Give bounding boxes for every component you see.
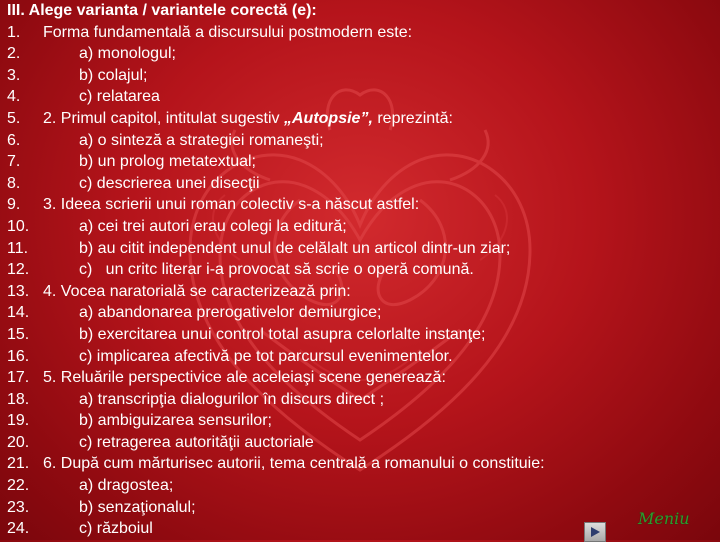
list-item — [7, 346, 707, 368]
list-item — [7, 324, 707, 346]
line-number: 10. — [7, 217, 30, 235]
list-item — [7, 475, 707, 497]
answer-option: b) au citit independent unul de celălalt un articol dintr-un ziar; — [79, 239, 511, 257]
section-heading: III. Alege varianta / variantele corectă (e): — [7, 2, 317, 19]
question-text-start: 2. Primul capitol, intitulat sugestiv — [43, 109, 284, 127]
line-number: 23. — [7, 498, 30, 516]
list-item — [7, 432, 707, 454]
answer-option: b) exercitarea unui control total asupra celorlalte instanţe; — [79, 325, 486, 343]
line-number: 19. — [7, 412, 30, 430]
line-number: 4. — [7, 88, 21, 106]
line-number: 2. — [7, 45, 21, 63]
line-number: 17. — [7, 369, 30, 387]
line-number: 18. — [7, 390, 30, 408]
list-item — [7, 130, 707, 152]
line-number: 15. — [7, 325, 30, 343]
line-number: 8. — [7, 174, 21, 192]
list-item — [7, 281, 707, 303]
menu-link[interactable]: Meniu — [638, 509, 690, 528]
question-text: 5. Reluările perspectivice ale aceleiaşi scene generează: — [43, 369, 446, 387]
answer-option: b) ambiguizarea sensurilor; — [79, 412, 272, 430]
list-item — [7, 216, 707, 238]
list-item — [7, 410, 707, 432]
list-item — [7, 302, 707, 324]
question-text: Forma fundamentală a discursului postmodern este: — [43, 23, 413, 41]
quiz-content — [7, 0, 707, 540]
answer-option: a) monologul; — [79, 45, 176, 63]
line-number: 21. — [7, 455, 30, 473]
answer-option: a) dragostea; — [79, 477, 174, 495]
question-text — [43, 108, 453, 130]
list-item — [7, 259, 707, 281]
line-number: 16. — [7, 347, 30, 365]
answer-option: a) o sinteză a strategiei romaneşti; — [79, 131, 324, 149]
answer-option: a) transcripţia dialogurilor în discurs direct ; — [79, 390, 385, 408]
line-number: 14. — [7, 304, 30, 322]
chapter-title-emphasis: „Autopsie”, — [284, 109, 373, 127]
list-item — [7, 453, 707, 475]
question-text: 4. Vocea naratorială se caracterizează prin: — [43, 282, 351, 300]
list-item — [7, 173, 707, 195]
answer-option: b) colajul; — [79, 66, 148, 84]
line-number: 6. — [7, 131, 21, 149]
answer-option: c) implicarea afectivă pe tot parcursul evenimentelor. — [79, 347, 453, 365]
list-item — [7, 389, 707, 411]
answer-option: c) războiul — [79, 520, 153, 538]
line-number: 24. — [7, 520, 30, 538]
list-item — [7, 238, 707, 260]
answer-option: a) abandonarea prerogativelor demiurgice; — [79, 304, 382, 322]
list-item — [7, 108, 707, 130]
line-number: 20. — [7, 433, 30, 451]
answer-option: b) un prolog metatextual; — [79, 153, 256, 171]
list-item — [7, 497, 707, 519]
line-number: 22. — [7, 477, 30, 495]
list-item — [7, 86, 707, 108]
line-number: 12. — [7, 261, 30, 279]
answer-option: a) cei trei autori erau colegi la editură; — [79, 217, 347, 235]
list-item — [7, 43, 707, 65]
list-item — [7, 65, 707, 87]
line-number: 13. — [7, 282, 30, 300]
answer-option: c) relatarea — [79, 88, 160, 106]
next-slide-button[interactable] — [584, 522, 606, 542]
list-item — [7, 22, 707, 44]
question-text: 6. După cum mărturisec autorii, tema centrală a romanului o constituie: — [43, 455, 545, 473]
line-number: 5. — [7, 109, 21, 127]
question-text-end: reprezintă: — [372, 109, 453, 127]
answer-option: c) descrierea unei disecţii — [79, 174, 260, 192]
list-item — [7, 151, 707, 173]
line-number: 1. — [7, 23, 21, 41]
list-item — [7, 194, 707, 216]
question-text: 3. Ideea scrierii unui roman colectiv s-a născut astfel: — [43, 196, 420, 214]
answer-option: c) retragerea autorităţii auctoriale — [79, 433, 314, 451]
answer-option: c) un critc literar i-a provocat să scrie o operă comună. — [79, 261, 474, 279]
line-number: 3. — [7, 66, 21, 84]
answer-option: b) senzaţionalul; — [79, 498, 196, 516]
line-number: 11. — [7, 239, 29, 257]
line-number: 9. — [7, 196, 21, 214]
play-triangle-icon — [589, 526, 601, 538]
line-number: 7. — [7, 153, 21, 171]
list-item — [7, 367, 707, 389]
